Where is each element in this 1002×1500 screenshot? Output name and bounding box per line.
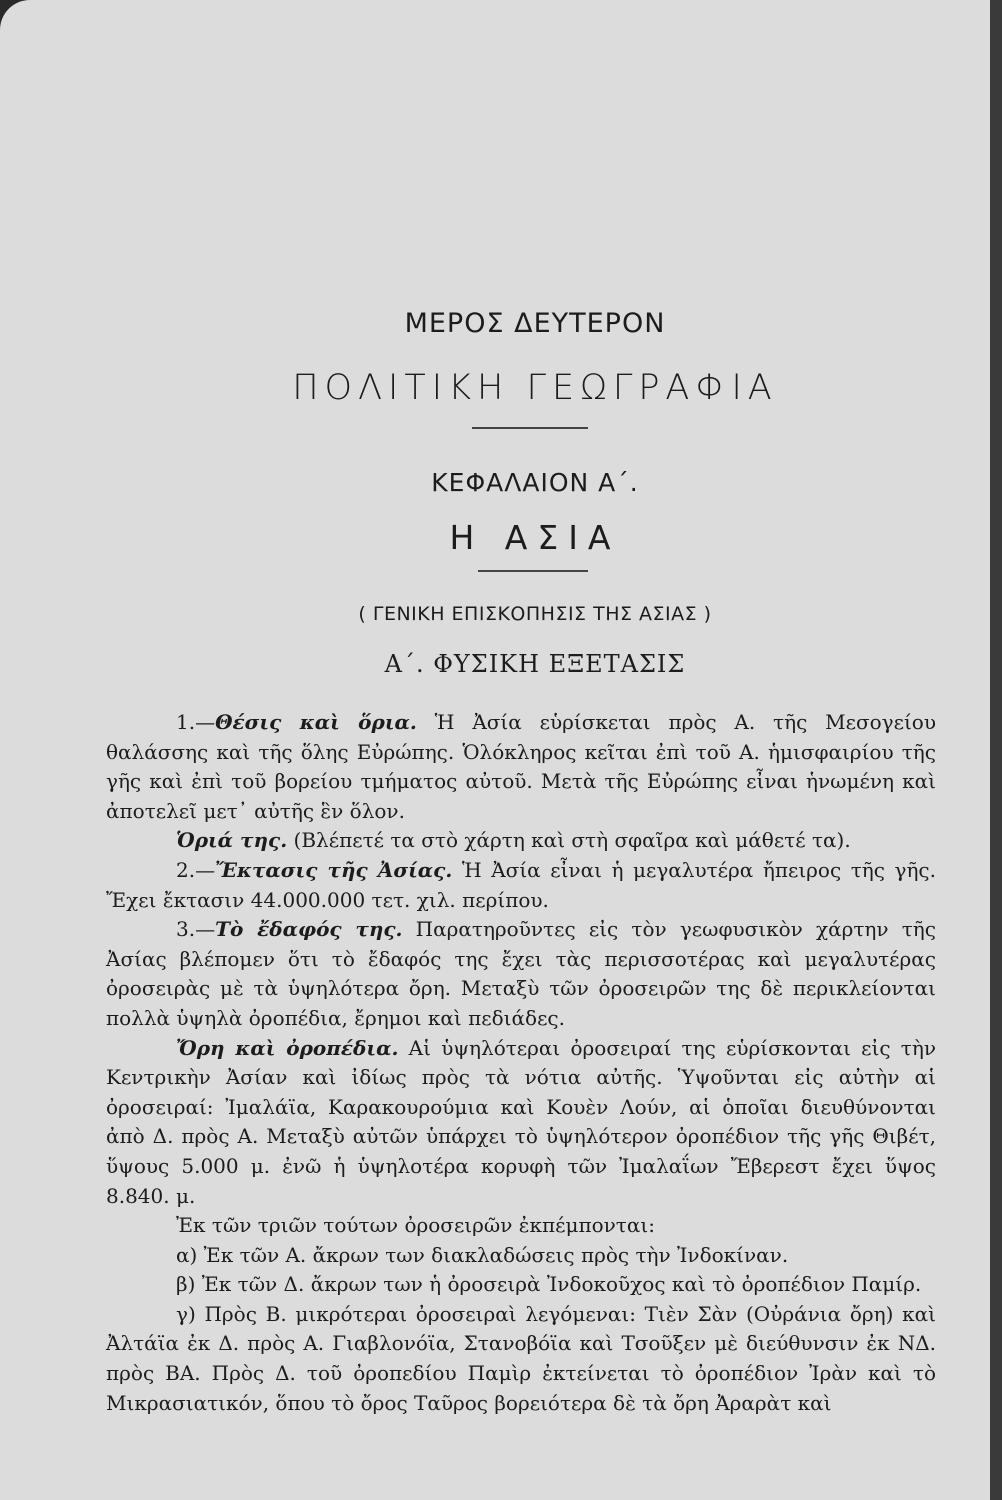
paragraph-borders bbox=[106, 826, 936, 856]
paragraph-number: 1.— bbox=[176, 710, 216, 734]
paragraph-lead: Ὄρη καὶ ὀροπέδια. bbox=[176, 1035, 399, 1060]
section-heading: Α΄. ΦΥΣΙΚΗ ΕΞΕΤΑΣΙΣ bbox=[384, 650, 686, 678]
paragraph-mountains bbox=[106, 1034, 936, 1212]
paragraph-ranges-intro: Ἐκ τῶν τριῶν τούτων ὀροσειρῶν ἐκπέμπονται: bbox=[176, 1213, 655, 1238]
paragraph-number: 3.— bbox=[176, 917, 216, 942]
paragraph-position bbox=[106, 708, 936, 826]
paragraph-text: Αἱ ὑψηλότεραι ὀροσειραί της εὑρίσκονται εἰς τὴν Κεντρικὴν Ἀσίαν καὶ ἰδίως πρὸς τὰ νότια αὐτῆς. Ὑψοῦνται εἰς αὐτὴν αἱ ὀροσειραί: Ἰμαλάϊα, Καρακουρούμια καὶ Κουὲν Λούν, αἱ ὁποῖαι διευθύνονται ἀπὸ Δ. πρὸς Α. Μεταξὺ αὐτῶν ὑπάρχει τὸ ὑψηλότερον ὀροπέδιον τῆς γῆς Θιβέτ, ὕψους 5.000 μ. ἐνῶ ἡ ὑψηλοτέρα κορυφὴ τῶν Ἰμαλαΐων Ἔβερεστ ἔχει ὕψος 8.840. μ. bbox=[106, 1035, 936, 1208]
body-text bbox=[106, 708, 936, 1418]
paragraph-text: Ἡ Ἀσία εἶναι ἡ μεγαλυτέρα ἤπειρος τῆς γῆς. Ἔχει ἔκτασιν 44.000.000 τετ. χιλ. περίπου. bbox=[106, 857, 936, 912]
paragraph-text: Ἡ Ἀσία εὑρίσκεται πρὸς Α. τῆς Μεσογείου θαλάσσης καὶ τῆς ὅλης Εὐρώπης. Ὁλόκληρος κεῖται ἐπὶ τοῦ Α. ἡμισφαιρίου τῆς γῆς καὶ ἐπὶ τοῦ βορείου τμήματος αὐτοῦ. Μετὰ τῆς Εὐρώπης εἶναι ἡνωμένη καὶ ἀποτελεῖ μετ᾽ αὐτῆς ἓν ὅλον. bbox=[106, 710, 936, 823]
part-heading: ΜΕΡΟΣ ΔΕΥΤΕΡΟΝ bbox=[404, 308, 666, 339]
subject-heading: ΠΟΛΙΤΙΚΗ ΓΕΩΓΡΑΦΙΑ bbox=[292, 368, 778, 408]
paragraph-lead: Τὸ ἔδαφός της. bbox=[215, 917, 403, 942]
paragraph-text: (Βλέπετέ τα στὸ χάρτη καὶ στὴ σφαῖρα καὶ μάθετέ τα). bbox=[287, 828, 851, 853]
paragraph-area bbox=[106, 856, 936, 915]
overview-subtitle: ( ΓΕΝΙΚΗ ΕΠΙΣΚΟΠΗΣΙΣ ΤΗΣ ΑΣΙΑΣ ) bbox=[358, 603, 712, 625]
chapter-title: Η ΑΣΙΑ bbox=[449, 518, 621, 557]
list-item-c: γ) Πρὸς Β. μικρότεραι ὀροσειραὶ λεγόμεναι: Τιὲν Σὰν (Οὐράνια ὄρη) καὶ Ἀλτάϊα ἐκ Δ. πρὸς Α. Γιαβλονόϊα, Στανοβόϊα καὶ Τσοῦξεν μὲ διεύθυνσιν ἐκ ΝΔ. πρὸς ΒΑ. Πρὸς Δ. τοῦ ὀροπεδίου Παμὶρ ἐκτείνεται τὸ ὀροπέδιον Ἰρὰν καὶ τὸ Μικρασιατικόν, ὅπου τὸ ὄρος Ταῦρος βορειότερα δὲ τὰ ὄρη Ἀραρὰτ καὶ bbox=[106, 1301, 936, 1415]
paragraph-lead: Ὁριά της. bbox=[176, 828, 288, 853]
list-item-a: α) Ἐκ τῶν Α. ἄκρων των διακλαδώσεις πρὸς τὴν Ἰνδοκίναν. bbox=[176, 1242, 789, 1267]
chapter-divider bbox=[478, 570, 588, 572]
paragraph-number: 2.— bbox=[176, 857, 216, 882]
paragraph-text: Παρατηροῦντες εἰς τὸν γεωφυσικὸν χάρτην τῆς Ἀσίας βλέπομεν ὅτι τὸ ἔδαφός της ἔχει τὰς περισσοτέρας καὶ μεγαλυτέρας ὀροσειρὰς μὲ τὰ ὑψηλότερα ὄρη. Μεταξὺ τῶν ὀροσειρῶν της δὲ περικλείονται πολλὰ ὑψηλὰ ὀροπέδια, ἔρημοι καὶ πεδιάδες. bbox=[106, 917, 936, 1030]
paragraph-terrain bbox=[106, 915, 936, 1033]
paragraph-lead: Ἔκτασις τῆς Ἀσίας. bbox=[215, 857, 453, 882]
chapter-number: ΚΕΦΑΛΑΙΟΝ Α΄. bbox=[431, 468, 639, 497]
heading-divider bbox=[472, 427, 588, 429]
page-edge-shadow bbox=[990, 0, 1002, 1500]
paragraph-lead: Θέσις καὶ ὅρια. bbox=[215, 710, 417, 734]
list-item-b: β) Ἐκ τῶν Δ. ἄκρων των ἡ ὀροσειρὰ Ἰνδοκοῦχος καὶ τὸ ὀροπέδιον Παμίρ. bbox=[176, 1272, 922, 1297]
